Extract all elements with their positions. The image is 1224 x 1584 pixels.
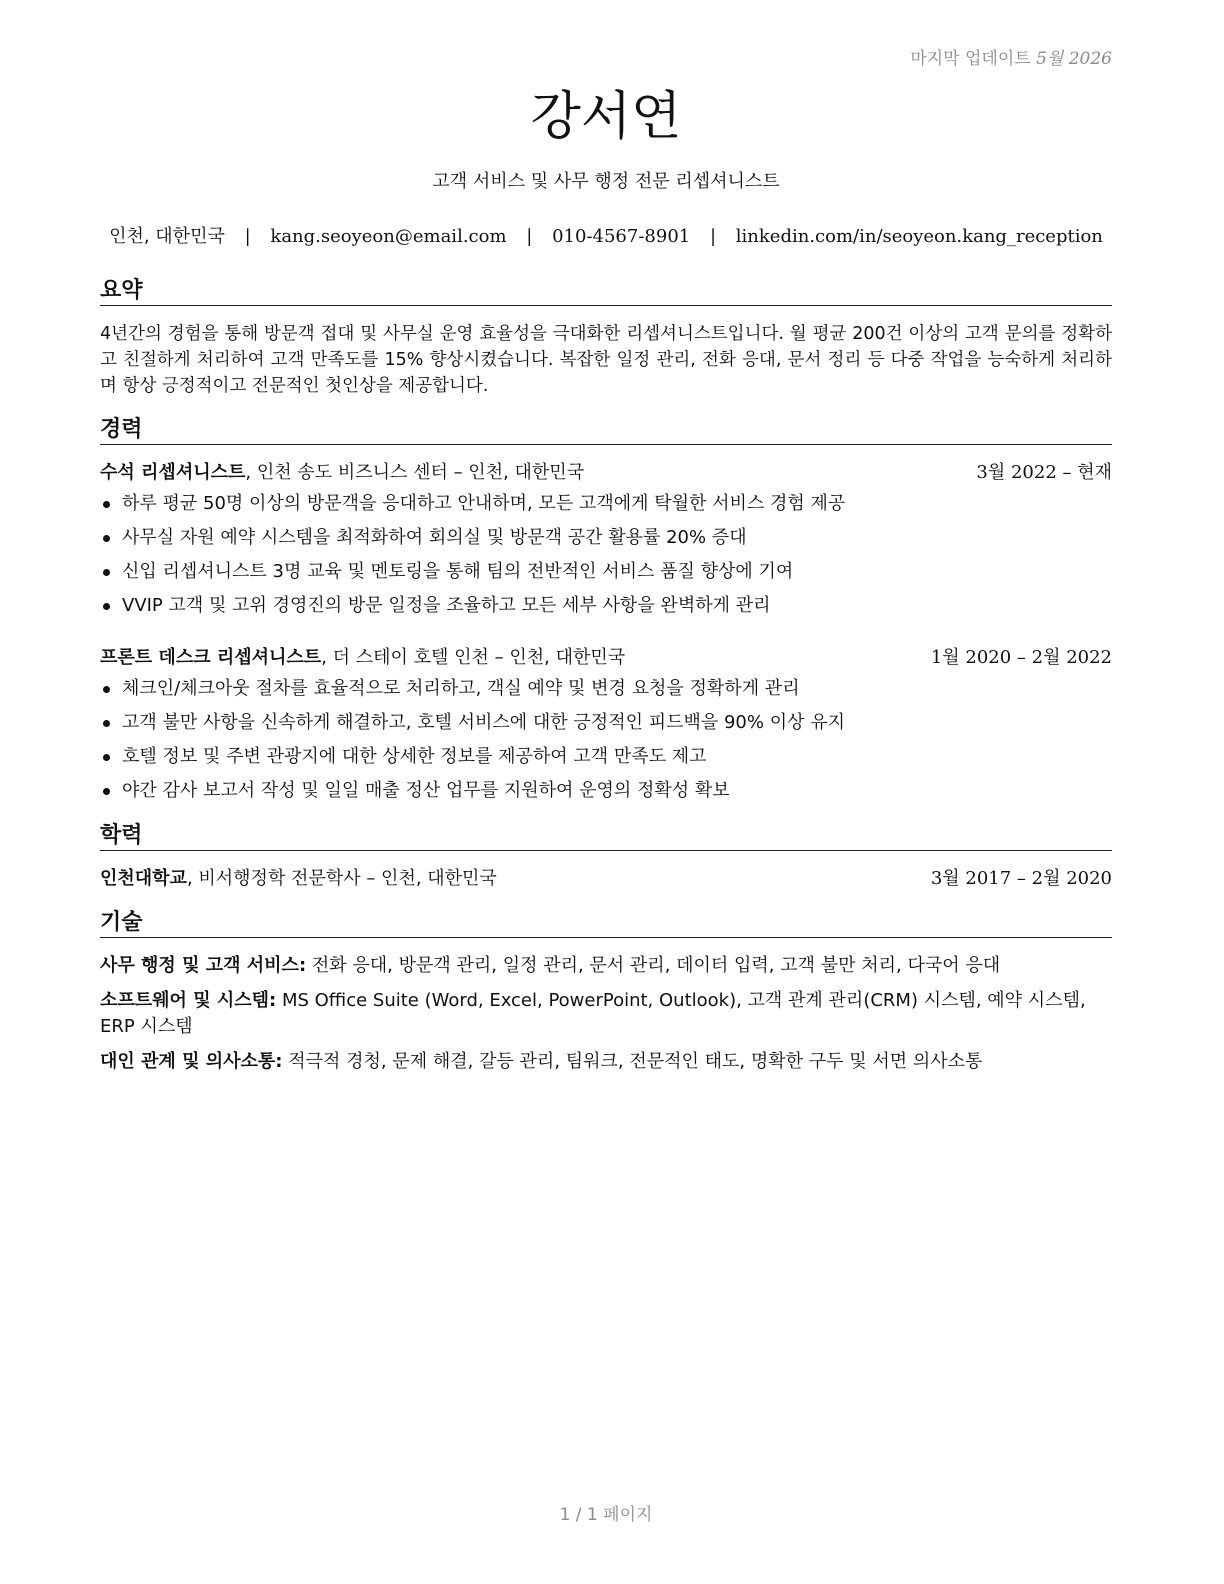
list-item: 고객 불만 사항을 신속하게 해결하고, 호텔 서비스에 대한 긍정적인 피드백을 90% 이상 유지 xyxy=(100,710,1112,744)
skill-label: 대인 관계 및 의사소통: xyxy=(100,1051,283,1072)
job-title: 수석 리셉셔니스트 xyxy=(100,462,246,483)
list-item: 하루 평균 50명 이상의 방문객을 응대하고 안내하며, 모든 고객에게 탁월한 서비스 경험 제공 xyxy=(100,491,1112,525)
skill-text: 적극적 경청, 문제 해결, 갈등 관리, 팀워크, 전문적인 태도, 명확한 구두 및 서면 의사소통 xyxy=(282,1051,983,1072)
skill-line xyxy=(100,1049,1118,1075)
job-date: 1월 2020 – 2월 2022 xyxy=(930,647,1112,668)
school-detail: , 비서행정학 전문학사 – 인천, 대한민국 xyxy=(186,868,497,889)
list-item: 사무실 자원 예약 시스템을 최적화하여 회의실 및 방문객 공간 활용률 20% 증대 xyxy=(100,525,1112,559)
list-item: 호텔 정보 및 주변 관광지에 대한 상세한 정보를 제공하여 고객 만족도 제고 xyxy=(100,744,1112,778)
list-item: 체크인/체크아웃 절차를 효율적으로 처리하고, 객실 예약 및 변경 요청을 정확하게 관리 xyxy=(100,676,1112,710)
skill-text: 전화 응대, 방문객 관리, 일정 관리, 문서 관리, 데이터 입력, 고객 불만 처리, 다국어 응대 xyxy=(306,955,1001,976)
candidate-name: 강서연 xyxy=(530,87,682,147)
job-title: 프론트 데스크 리셉셔니스트 xyxy=(100,647,322,668)
skill-label: 소프트웨어 및 시스템: xyxy=(100,990,277,1011)
skill-label: 사무 행정 및 고객 서비스: xyxy=(100,955,307,976)
summary-heading: 요약 xyxy=(100,277,1112,306)
candidate-tagline: 고객 서비스 및 사무 행정 전문 리셉셔니스트 xyxy=(432,171,780,192)
job-bullets xyxy=(100,491,1112,627)
contact-line xyxy=(100,224,1112,250)
contact-phone[interactable]: 010-4567-8901 xyxy=(552,226,691,247)
contact-linkedin[interactable]: linkedin.com/in/seoyeon.kang_reception xyxy=(735,226,1103,247)
education-date: 3월 2017 – 2월 2020 xyxy=(930,868,1112,889)
job-header xyxy=(100,645,1112,671)
skill-line xyxy=(100,953,1118,979)
job-header xyxy=(100,460,1112,486)
contact-separator: | xyxy=(709,226,717,247)
school-name: 인천대학교 xyxy=(100,868,187,889)
list-item: VVIP 고객 및 고위 경영진의 방문 일정을 조율하고 모든 세부 사항을 완벽하게 관리 xyxy=(100,593,1112,627)
summary-text: 4년간의 경험을 통해 방문객 접대 및 사무실 운영 효율성을 극대화한 리셉셔니스트입니다. 월 평균 200건 이상의 고객 문의를 정확하고 친절하게 처리하여 고객 만족도를 15% 향상시켰습니다. 복잡한 일정 관리, 전화 응대, 문서 정리 등 다중 작업을 능숙하게 처리하며 항상 긍정적이고 전문적인 첫인상을 제공합니다. xyxy=(100,324,1112,396)
skill-text: MS Office Suite (Word, Excel, PowerPoint, Outlook), 고객 관계 관리(CRM) 시스템, 예약 시스템, ERP 시스템 xyxy=(100,990,1086,1037)
page-indicator: 1 / 1 페이지 xyxy=(559,1505,653,1525)
contact-location: 인천, 대한민국 xyxy=(109,226,225,247)
list-item: 신입 리셉셔니스트 3명 교육 및 멘토링을 통해 팀의 전반적인 서비스 품질 향상에 기여 xyxy=(100,559,1112,593)
experience-heading: 경력 xyxy=(100,416,1112,445)
skill-line xyxy=(100,988,1118,1040)
job-org: , 더 스테이 호텔 인천 – 인천, 대한민국 xyxy=(321,647,626,668)
education-heading: 학력 xyxy=(100,822,1112,851)
contact-email[interactable]: kang.seoyeon@email.com xyxy=(270,226,507,247)
resume-page xyxy=(100,0,1112,1584)
job-date: 3월 2022 – 현재 xyxy=(976,462,1112,483)
list-item: 야간 감사 보고서 작성 및 일일 매출 정산 업무를 지원하여 운영의 정확성 확보 xyxy=(100,778,1112,812)
skills-heading: 기술 xyxy=(100,909,1112,938)
job-org: , 인천 송도 비즈니스 센터 – 인천, 대한민국 xyxy=(245,462,585,483)
education-entry xyxy=(100,866,1112,892)
contact-separator: | xyxy=(244,226,251,247)
last-updated: 마지막 업데이트 5월 2026 xyxy=(910,49,1112,69)
contact-separator: | xyxy=(526,226,533,247)
job-bullets xyxy=(100,676,1112,812)
